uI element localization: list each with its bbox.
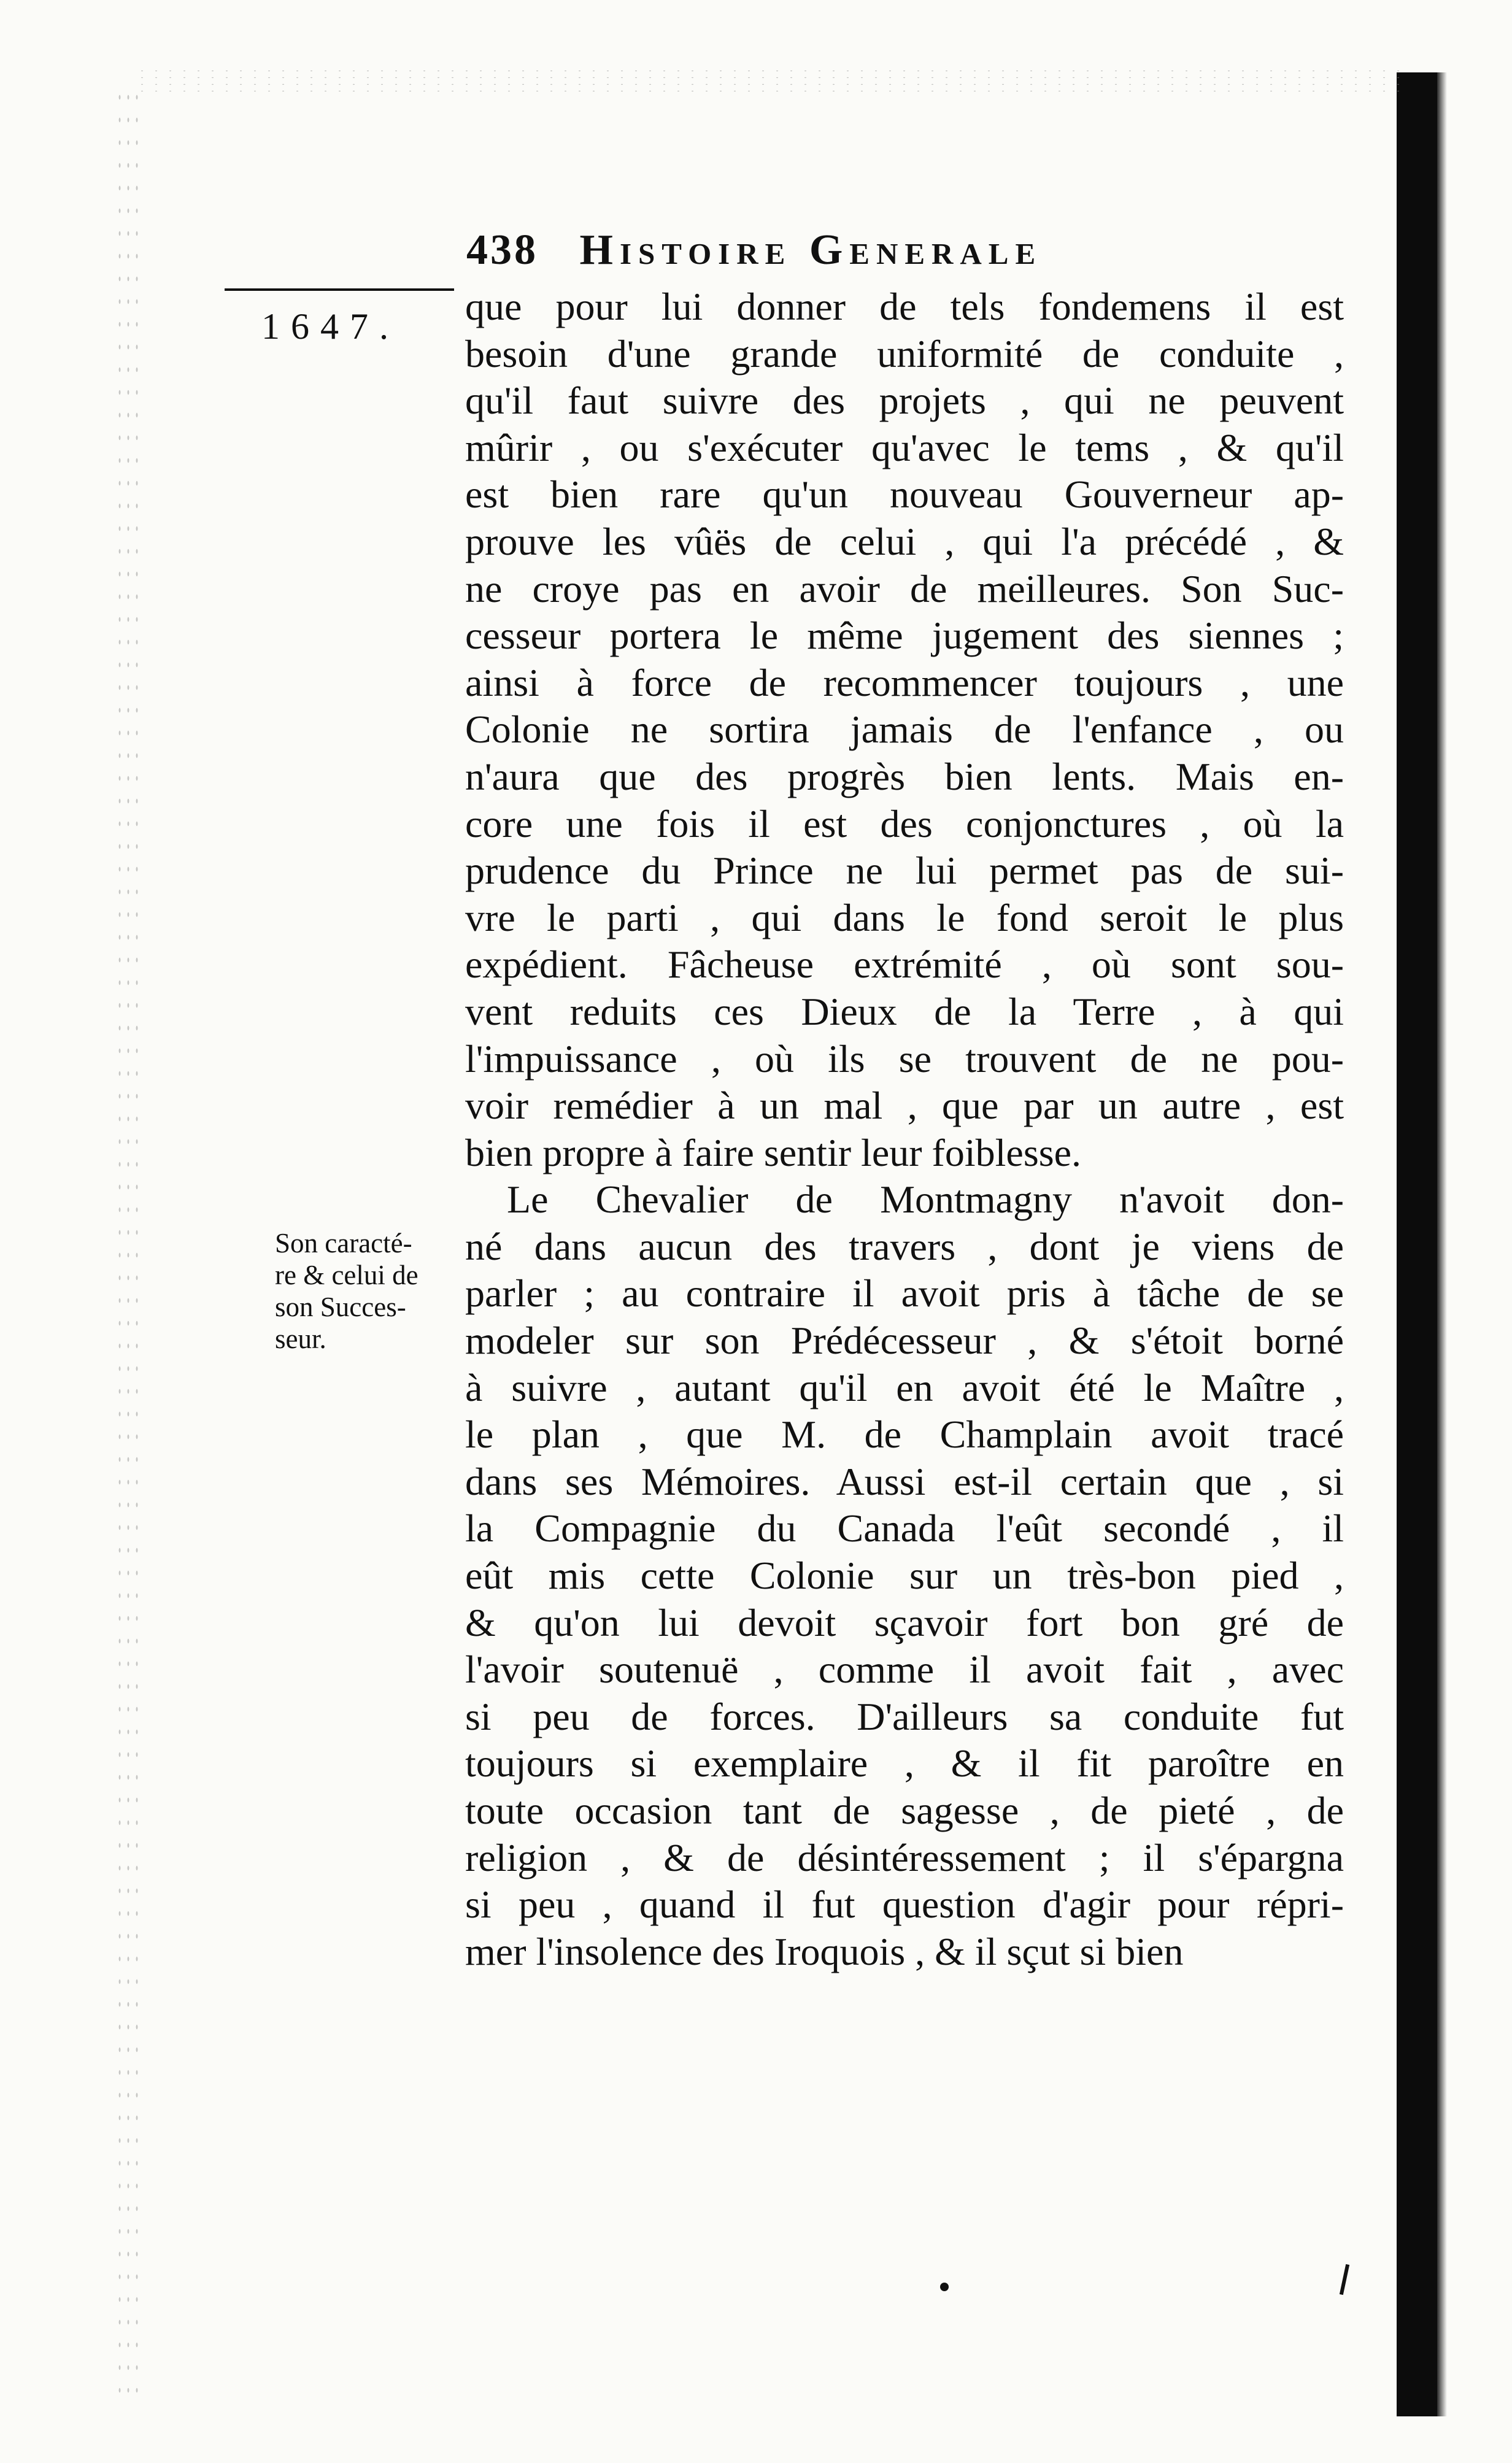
text-line: prudence du Prince ne lui permet pas de sui- <box>465 849 1344 893</box>
text-line: né dans aucun des travers , dont je viens de <box>465 1224 1344 1268</box>
text-line: le plan , que M. de Champlain avoit tracé <box>465 1413 1344 1457</box>
text-line: dans ses Mémoires. Aussi est-il certain que , si <box>465 1459 1344 1503</box>
margin-rule <box>225 288 454 291</box>
footer-mark-dot <box>940 2283 949 2291</box>
marginal-note-line: Son caracté- <box>275 1228 412 1258</box>
text-line: toujours si exemplaire , & il fit paroître en <box>465 1741 1344 1786</box>
marginal-note-line: re & celui de <box>275 1260 418 1290</box>
running-head <box>466 226 1325 275</box>
text-line: toute occasion tant de sagesse , de pieté , de <box>465 1789 1344 1832</box>
text-line: si peu , quand il fut question d'agir pour répri- <box>465 1883 1344 1927</box>
text-line: l'impuissance , où ils se trouvent de ne pou- <box>465 1036 1344 1081</box>
marginal-note-line: son Succes- <box>275 1292 406 1322</box>
footer-mark-stroke <box>1340 2264 1349 2295</box>
text-line: Colonie ne sortira jamais de l'enfance , ou <box>465 707 1344 752</box>
text-line: vent reduits ces Dieux de la Terre , à qui <box>465 989 1344 1033</box>
text-line: mûrir , ou s'exécuter qu'avec le tems , & qu'il <box>465 425 1344 469</box>
margin-speckle <box>115 86 140 2405</box>
text-line: bien propre à faire sentir leur foiblesse. <box>465 1130 1082 1174</box>
text-line: prouve les vûës de celui , qui l'a précédé , & <box>465 519 1344 563</box>
text-line: religion , & de désintéressement ; il s'épargna <box>465 1835 1344 1879</box>
text-line: parler ; au contraire il avoit pris à tâche de se <box>465 1271 1344 1316</box>
marginal-note <box>275 1227 477 1355</box>
year-marker: 1647. <box>261 306 399 347</box>
body-text <box>465 283 1344 1975</box>
page-number: 438 <box>466 226 538 274</box>
text-line: eût mis cette Colonie sur un très-bon pied , <box>465 1554 1344 1598</box>
text-line: qu'il faut suivre des projets , qui ne peuvent <box>465 379 1344 423</box>
text-line: si peu de forces. D'ailleurs sa conduite fut <box>465 1694 1344 1738</box>
binding-edge <box>1397 72 1437 2416</box>
text-line: que pour lui donner de tels fondemens il est <box>465 285 1344 328</box>
text-line: la Compagnie du Canada l'eût secondé , il <box>465 1506 1344 1551</box>
top-edge-speckle <box>135 67 1399 92</box>
text-line: n'aura que des progrès bien lents. Mais en- <box>465 754 1344 798</box>
text-line: mer l'insolence des Iroquois , & il sçut si bien <box>465 1929 1184 1973</box>
text-line: besoin d'une grande uniformité de conduite , <box>465 331 1344 376</box>
text-line: & qu'on lui devoit sçavoir fort bon gré de <box>465 1600 1344 1644</box>
text-line: ne croye pas en avoir de meilleures. Son Suc- <box>465 566 1344 611</box>
text-line: est bien rare qu'un nouveau Gouverneur ap- <box>465 472 1344 517</box>
text-line: ainsi à force de recommencer toujours , une <box>465 660 1344 704</box>
marginal-note-line: seur. <box>275 1324 326 1354</box>
text-line: vre le parti , qui dans le fond seroit le plus <box>465 895 1344 939</box>
text-line: core une fois il est des conjonctures , où la <box>465 801 1344 846</box>
text-line: Le Chevalier de Montmagny n'avoit don- <box>507 1178 1344 1222</box>
text-line: cesseur portera le même jugement des siennes ; <box>465 614 1344 658</box>
text-line: voir remédier à un mal , que par un autre , est <box>465 1084 1344 1128</box>
text-line: expédient. Fâcheuse extrémité , où sont sou- <box>465 942 1344 987</box>
text-line: à suivre , autant qu'il en avoit été le Maître , <box>465 1365 1344 1409</box>
text-line: modeler sur son Prédécesseur , & s'étoit borné <box>465 1319 1344 1363</box>
running-title: Histoire Generale <box>579 226 1043 274</box>
text-line: l'avoir soutenuë , comme il avoit fait , avec <box>465 1648 1344 1692</box>
